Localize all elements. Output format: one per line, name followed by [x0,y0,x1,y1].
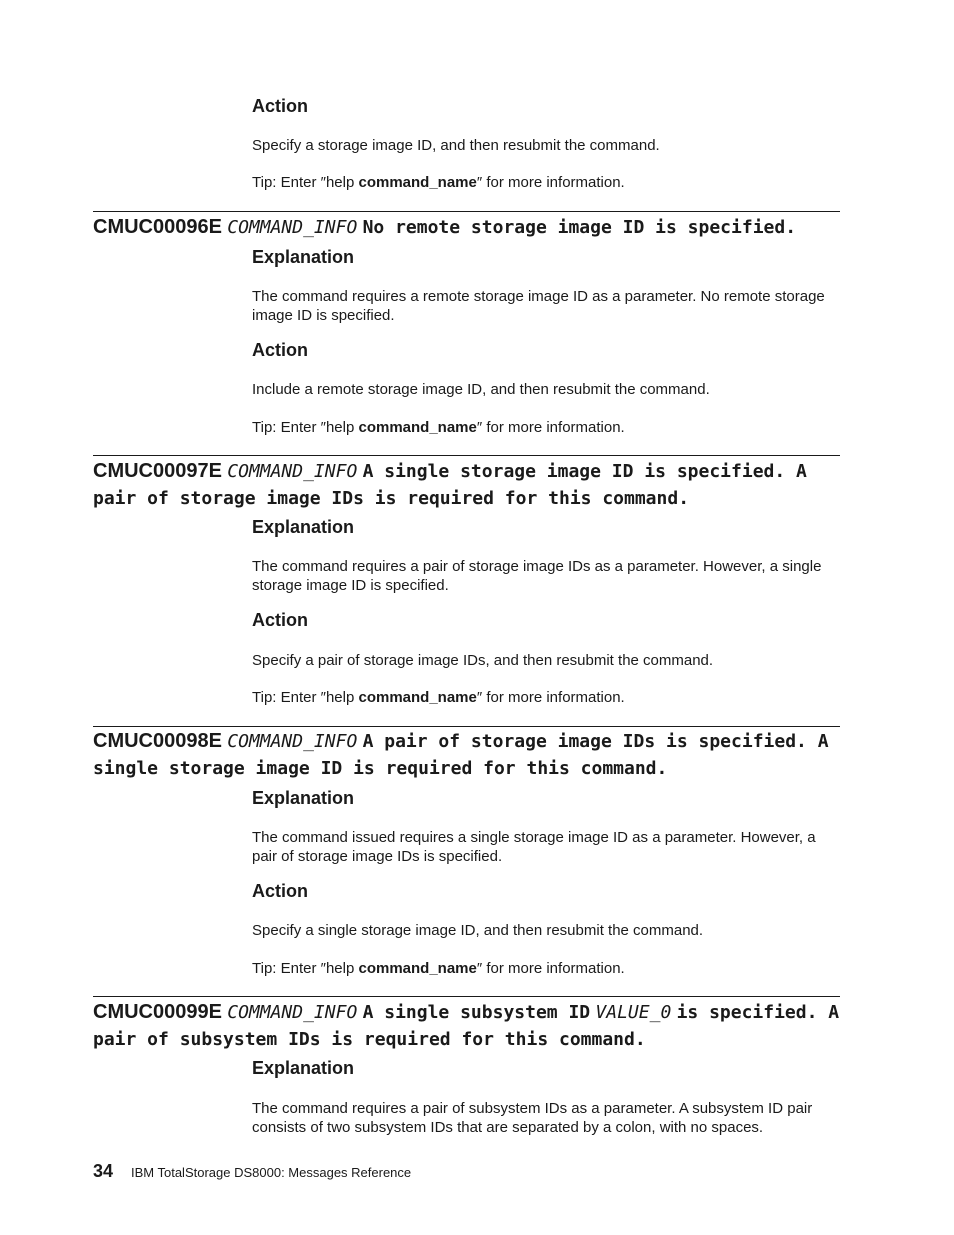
command-name: command_name [358,419,477,436]
message-id: CMUC00098E [93,730,222,752]
message-heading [93,458,853,512]
message-id: CMUC00096E [93,216,222,238]
footer-title: IBM TotalStorage DS8000: Messages Reference [131,1165,412,1180]
explanation-text: The command issued requires a single storage image ID as a parameter. However, a pair of storage image IDs is specified. [252,829,816,865]
action-text: Include a remote storage image ID, and then resubmit the command. [252,381,710,398]
action-heading: Action [252,881,308,901]
command-info: COMMAND_INFO [227,217,358,238]
section-divider [93,726,840,727]
command-name: command_name [358,689,477,706]
explanation-heading: Explanation [252,517,355,537]
message-id: CMUC00099E [93,1001,222,1023]
command-info: COMMAND_INFO [227,461,358,482]
action-heading: Action [252,610,308,630]
explanation-text: The command requires a pair of storage image IDs as a parameter. However, a single storage image ID is specified. [252,558,822,594]
action-heading: Action [252,96,308,116]
action-text: Specify a single storage image ID, and then resubmit the command. [252,922,704,939]
command-name: command_name [358,174,477,191]
action-text: Specify a storage image ID, and then resubmit the command. [252,137,660,154]
explanation-heading: Explanation [252,247,355,267]
explanation-heading: Explanation [252,788,355,808]
message-text: A single subsystem ID [362,1002,591,1023]
explanation-text: The command requires a pair of subsystem IDs as a parameter. A subsystem ID pair consists of two subsystem IDs that are separated by a colon, with no spaces. [252,1100,813,1136]
top-action-section [252,95,842,117]
value-placeholder: VALUE_0 [595,1002,672,1023]
message-heading [93,728,853,782]
explanation-heading: Explanation [252,1058,355,1078]
page-number: 34 [93,1161,114,1181]
tip-text: Tip: Enter ″help command_name″ for more information. [252,960,625,977]
tip-text: Tip: Enter ″help command_name″ for more information. [252,174,625,191]
message-text: No remote storage image ID is specified. [362,217,797,238]
explanation-text: The command requires a remote storage image ID as a parameter. No remote storage image ID is specified. [252,288,825,324]
message-heading [93,999,853,1053]
section-divider [93,211,840,212]
tip-text: Tip: Enter ″help command_name″ for more information. [252,419,625,436]
section-divider [93,996,840,997]
message-text-continued: is specified. A pair of subsystem IDs is required for this command. [93,1002,840,1050]
tip-text: Tip: Enter ″help command_name″ for more information. [252,689,625,706]
section-divider [93,455,840,456]
message-text: A pair of storage image IDs is specified. A single storage image ID is required for this command. [93,731,829,779]
message-text: A single storage image ID is specified. A pair of storage image IDs is required for this command. [93,461,807,509]
message-heading [93,214,853,242]
message-id: CMUC00097E [93,460,222,482]
action-heading: Action [252,340,308,360]
command-info: COMMAND_INFO [227,731,358,752]
command-info: COMMAND_INFO [227,1002,358,1023]
command-name: command_name [358,960,477,977]
action-text: Specify a pair of storage image IDs, and then resubmit the command. [252,652,714,669]
